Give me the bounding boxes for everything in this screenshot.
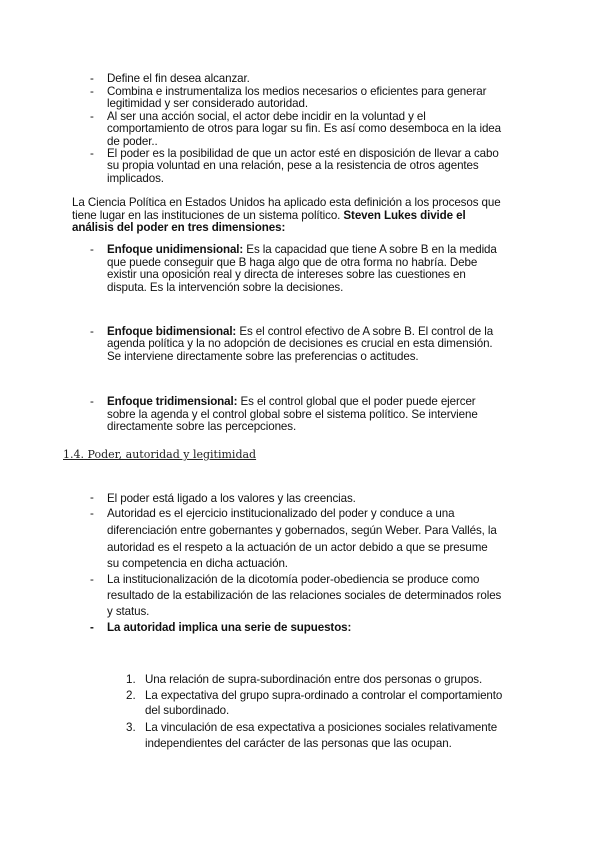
list-item-line: su competencia en dicha actuación. — [107, 557, 288, 570]
list-item-line: La institucionalización de la dicotomía poder-obediencia se produce como — [107, 573, 480, 586]
list-item-line: diferenciación entre gobernantes y gobernados, según Weber. Para Vallés, la — [107, 524, 497, 537]
list-number: 2. — [126, 689, 136, 702]
list-item-line: implicados. — [107, 172, 164, 185]
list-item-line: Combina e instrumentaliza los medios necesarios o eficientes para generar — [107, 85, 487, 98]
list-dash: - — [90, 110, 94, 123]
paragraph-text: tiene lugar en las instituciones de un sistema político. — [72, 209, 344, 222]
list-dash: - — [90, 507, 94, 520]
list-dash: - — [90, 85, 94, 98]
list-dash: - — [90, 72, 94, 85]
paragraph-bold-line: análisis del poder en tres dimensiones: — [72, 221, 286, 234]
list-dash: - — [90, 621, 94, 634]
list-item-line: El poder está ligado a los valores y las creencias. — [107, 492, 356, 505]
enfoque-line: sobre la agenda y el control global sobre el sistema político. Se interviene — [107, 408, 478, 421]
list-item-line: comportamiento de otros para logar su fin. Es así como desemboca en la idea — [107, 122, 501, 135]
numbered-item-line: Una relación de supra-subordinación entre dos personas o grupos. — [145, 673, 483, 686]
list-dash: - — [90, 147, 94, 160]
enfoque-line: agenda política y la no adopción de decisiones es crucial en esta dimensión. — [107, 337, 493, 350]
list-item-line: resultado de la estabilización de las relaciones sociales de determinados roles — [107, 589, 502, 602]
enfoque-text: Es el control global que el poder puede ejercer — [237, 395, 476, 408]
list-dash: - — [90, 395, 94, 408]
enfoque-line: que puede conseguir que B haga algo que de otra forma no habría. Debe — [107, 256, 478, 269]
list-number: 1. — [126, 673, 136, 686]
numbered-item-line: La expectativa del grupo supra-ordinado a controlar el comportamiento — [145, 689, 503, 702]
list-dash: - — [90, 325, 94, 338]
list-item-line: Autoridad es el ejercicio institucionalizado del poder y conduce a una — [107, 507, 455, 520]
list-item-line: Define el fin desea alcanzar. — [107, 72, 250, 85]
enfoque-item-first-line — [107, 243, 497, 256]
enfoque-title: Enfoque unidimensional: — [107, 243, 244, 256]
enfoque-line: disputa. Es la intervención sobre la decisiones. — [107, 281, 344, 294]
section-heading: 1.4. Poder, autoridad y legitimidad — [63, 448, 257, 461]
list-item-line: su propia voluntad en una relación, pese a la resistencia de otros agentes — [107, 159, 479, 172]
paragraph-bold-text: Steven Lukes divide el — [343, 209, 466, 222]
list-item-line: de poder.. — [107, 135, 158, 148]
list-item-line: Al ser una acción social, el actor debe incidir en la voluntad y el — [107, 110, 426, 123]
enfoque-title: Enfoque bidimensional: — [107, 325, 237, 338]
list-dash: - — [90, 491, 94, 504]
list-item-line: legitimidad y ser considerado autoridad. — [107, 97, 308, 110]
enfoque-text: Es el control efectivo de A sobre B. El control de la — [236, 325, 494, 338]
list-dash: - — [90, 573, 94, 586]
list-number: 3. — [126, 721, 136, 734]
list-item-line: y status. — [107, 605, 150, 618]
enfoque-line: existir una oposición real y directa de intereses sobre las cuestiones en — [107, 268, 466, 281]
numbered-item-line: del subordinado. — [145, 704, 230, 717]
list-dash: - — [90, 243, 94, 256]
list-item-line: autoridad es el respeto a la actuación de un actor debido a que se presume — [107, 541, 488, 554]
enfoque-line: Se interviene directamente sobre las preferencias o actitudes. — [107, 350, 419, 363]
numbered-item-line: La vinculación de esa expectativa a posiciones sociales relativamente — [145, 721, 498, 734]
paragraph-line: La Ciencia Política en Estados Unidos ha aplicado esta definición a los procesos que — [72, 196, 501, 209]
enfoque-item-first-line — [107, 395, 476, 408]
numbered-item-line: independientes del carácter de las personas que las ocupan. — [145, 737, 452, 750]
list-item-line-bold: La autoridad implica una serie de supuestos: — [107, 621, 352, 634]
list-item-line: El poder es la posibilidad de que un actor esté en disposición de llevar a cabo — [107, 147, 499, 160]
enfoque-line: directamente sobre las percepciones. — [107, 420, 297, 433]
enfoque-title: Enfoque tridimensional: — [107, 395, 238, 408]
enfoque-text: Es la capacidad que tiene A sobre B en la medida — [243, 243, 497, 256]
